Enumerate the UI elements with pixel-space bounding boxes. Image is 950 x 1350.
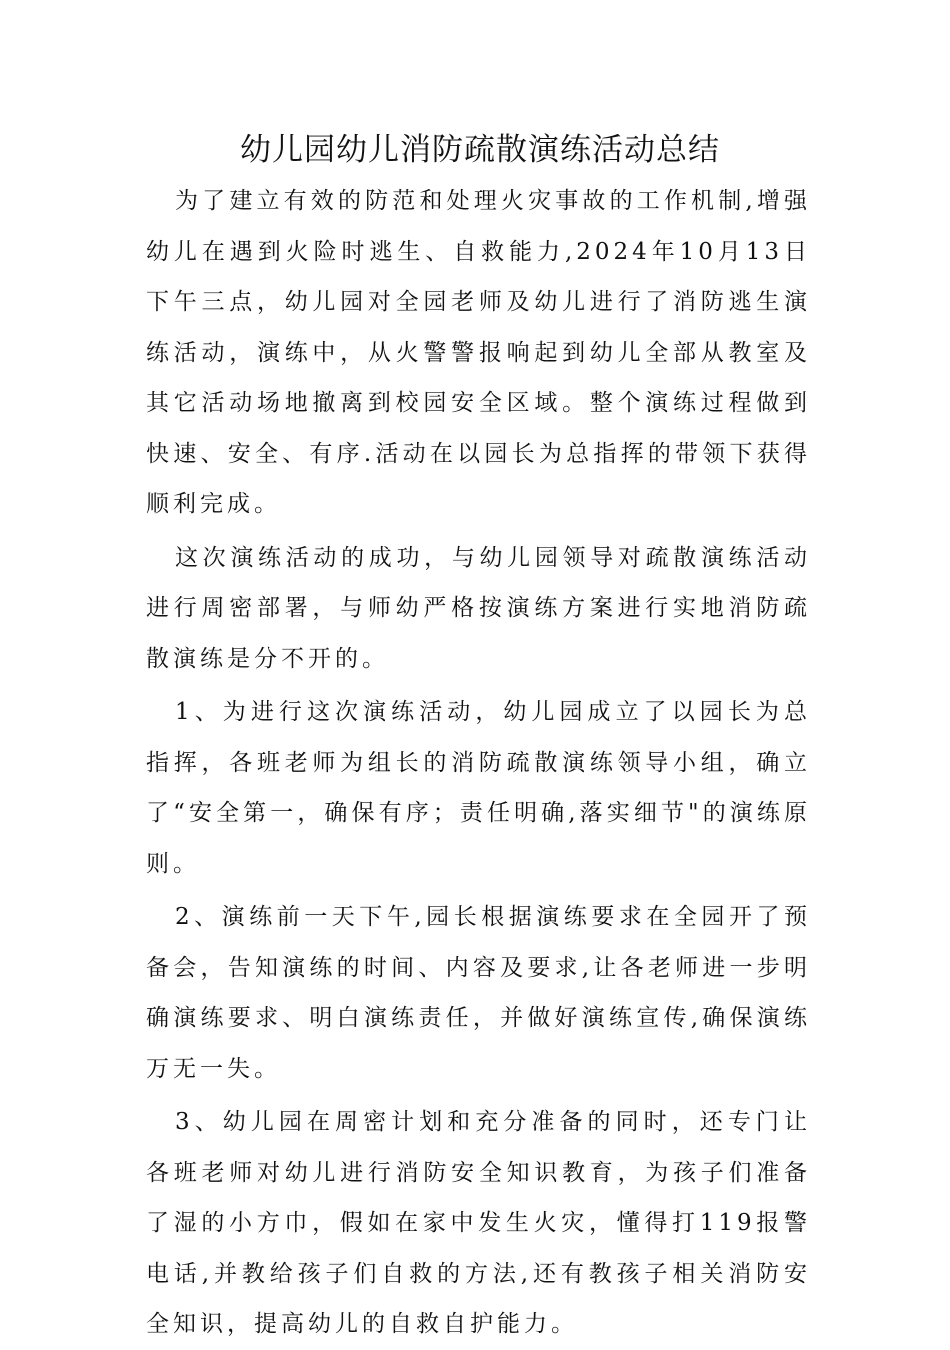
paragraph-point-1: 1、为进行这次演练活动，幼儿园成立了以园长为总指挥，各班老师为组长的消防疏散演练领导小组，确立了“安全第一，确保有序；责任明确,落实细节"的演练原则。 bbox=[146, 699, 811, 877]
paragraph-success-reason: 这次演练活动的成功，与幼儿园领导对疏散演练活动进行周密部署，与师幼严格按演练方案进行实地消防疏散演练是分不开的。 bbox=[146, 544, 811, 672]
paragraph-point-3: 3、幼儿园在周密计划和充分准备的同时，还专门让各班老师对幼儿进行消防安全知识教育，为孩子们准备了湿的小方巾，假如在家中发生火灾，懂得打119报警电话,并教给孩子们自救的方法,还有教孩子相关消防安全知识，提高幼儿的自救自护能力。 bbox=[146, 1109, 811, 1337]
document-title: 幼儿园幼儿消防疏散演练活动总结 bbox=[240, 132, 720, 168]
document-body bbox=[146, 176, 811, 1350]
paragraph-intro: 为了建立有效的防范和处理火灾事故的工作机制,增强幼儿在遇到火险时逃生、自救能力,2024年10月13日下午三点，幼儿园对全园老师及幼儿进行了消防逃生演练活动，演练中，从火警警报响起到幼儿全部从教室及其它活动场地撤离到校园安全区域。整个演练过程做到快速、安全、有序.活动在以园长为总指挥的带领下获得顺利完成。 bbox=[146, 188, 811, 517]
paragraph-point-2: 2、演练前一天下午,园长根据演练要求在全园开了预备会，告知演练的时间、内容及要求,让各老师进一步明确演练要求、明白演练责任，并做好演练宣传,确保演练万无一失。 bbox=[146, 904, 811, 1082]
